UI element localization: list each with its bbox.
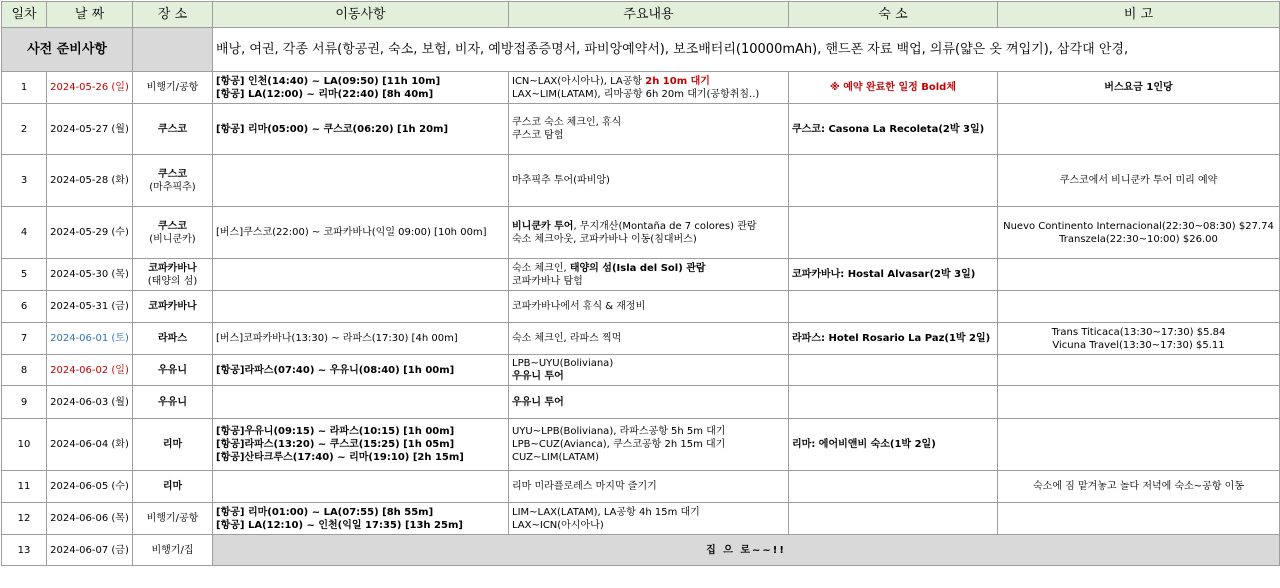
- place-cell: 코파카바나: [133, 291, 213, 323]
- header-stay: 숙 소: [789, 2, 998, 28]
- header-day: 일차: [2, 2, 47, 28]
- move-line: [항공] 리마(01:00) ~ LA(07:55) [8h 55m]: [216, 506, 434, 518]
- note-cell: [998, 386, 1280, 419]
- day-cell: 10: [2, 419, 47, 471]
- day-cell: 7: [2, 323, 47, 355]
- main-line: LAX~LIM(LATAM), 리마공항 6h 20m 대기(공항취침..): [512, 88, 760, 100]
- place-line: (마추픽추): [149, 181, 196, 193]
- main-cell: [509, 72, 789, 104]
- main-line: 우유니 투어: [512, 371, 564, 382]
- main-cell: 리마 미라플로레스 마지막 즐기기: [509, 471, 789, 503]
- prep-label: 사전 준비사항: [2, 28, 133, 72]
- day-cell: 13: [2, 535, 47, 566]
- date-cell: 2024-06-02 (일): [47, 355, 133, 386]
- note-line: Transzela(22:30~10:00) $26.00: [1059, 233, 1218, 245]
- stay-cell: [789, 471, 998, 503]
- move-cell: [버스]코파카바나(13:30) ~ 라파스(17:30) [4h 00m]: [213, 323, 509, 355]
- itinerary-table: [1, 1, 1280, 566]
- place-line: (태양의 섬): [147, 275, 198, 287]
- main-cell: [509, 104, 789, 155]
- date-cell: 2024-05-28 (화): [47, 155, 133, 207]
- table-row: [2, 259, 1280, 291]
- date-cell: 2024-06-04 (화): [47, 419, 133, 471]
- prep-text: 배낭, 여권, 각종 서류(항공권, 숙소, 보험, 비자, 예방접종증명서, 파비앙예약서), 보조배터리(10000mAh), 핸드폰 자료 백업, 의류(얇은 옷 껴입기), 삼각대 안경,: [213, 28, 1280, 72]
- day-cell: 5: [2, 259, 47, 291]
- stay-cell: [789, 503, 998, 535]
- place-line: 코파카바나: [148, 262, 197, 274]
- place-cell: 쿠스코: [133, 104, 213, 155]
- main-line: 비니쿤카 투어, 무지개산(Montaña de 7 colores) 관람: [512, 220, 757, 232]
- note-cell: [998, 355, 1280, 386]
- date-cell: 2024-05-29 (수): [47, 207, 133, 259]
- table-row: [2, 104, 1280, 155]
- main-cell: [509, 259, 789, 291]
- stay-cell: [789, 386, 998, 419]
- day-cell: 12: [2, 503, 47, 535]
- stay-cell: 코파카바나: Hostal Alvasar(2박 3일): [789, 259, 998, 291]
- day-cell: 1: [2, 72, 47, 104]
- header-note: 비 고: [998, 2, 1280, 28]
- main-line: 쿠스코 탐험: [512, 130, 564, 141]
- note-cell: [998, 291, 1280, 323]
- main-line: ICN~LAX(아시아나), LA공항 2h 10m 대기: [512, 75, 710, 87]
- main-line: LPB~CUZ(Avianca), 쿠스코공항 2h 15m 대기: [512, 439, 726, 450]
- move-cell: [213, 155, 509, 207]
- day-cell: 11: [2, 471, 47, 503]
- header-move: 이동사항: [213, 2, 509, 28]
- day-cell: 2: [2, 104, 47, 155]
- table-row: [2, 471, 1280, 503]
- place-cell: 리마: [133, 471, 213, 503]
- day-cell: 4: [2, 207, 47, 259]
- main-line: 숙소 체크인, 태양의 섬(Isla del Sol) 관람: [512, 262, 706, 274]
- prep-empty-cell: [133, 28, 213, 72]
- move-line: [항공] LA(12:10) ~ 인천(익일 17:35) [13h 25m]: [216, 519, 463, 531]
- place-cell: 비행기/공항: [133, 72, 213, 104]
- going-home-cell: 집 으 로~~!!: [213, 535, 1280, 566]
- move-cell: [항공]라파스(07:40) ~ 우유니(08:40) [1h 00m]: [213, 355, 509, 386]
- place-cell: 리마: [133, 419, 213, 471]
- header-place: 장 소: [133, 2, 213, 28]
- note-cell: [998, 104, 1280, 155]
- day-cell: 9: [2, 386, 47, 419]
- main-cell: [509, 207, 789, 259]
- place-line: 쿠스코: [158, 168, 187, 180]
- stay-cell: 쿠스코: Casona La Recoleta(2박 3일): [789, 104, 998, 155]
- main-line: 쿠스코 숙소 체크인, 휴식: [512, 117, 622, 128]
- date-cell: 2024-05-30 (목): [47, 259, 133, 291]
- stay-cell: [789, 355, 998, 386]
- main-line: LAX~ICN(아시아나): [512, 519, 604, 531]
- note-cell: [998, 259, 1280, 291]
- note-cell: [998, 207, 1280, 259]
- move-cell: [213, 419, 509, 471]
- place-cell: 라파스: [133, 323, 213, 355]
- table-row: [2, 291, 1280, 323]
- sun-island-bold: 태양의 섬(Isla del Sol) 관람: [569, 262, 706, 274]
- table-row: [2, 503, 1280, 535]
- move-line: [항공]라파스(13:20) ~ 쿠스코(15:25) [1h 05m]: [216, 439, 455, 450]
- move-cell: [213, 386, 509, 419]
- header-main: 주요내용: [509, 2, 789, 28]
- main-cell: [509, 355, 789, 386]
- main-line: 숙소 체크아웃, 코파카바나 이동(침대버스): [512, 233, 697, 245]
- move-cell: [213, 471, 509, 503]
- move-line: [항공]산타크루스(17:40) ~ 리마(19:10) [2h 15m]: [216, 452, 464, 463]
- note-line: Vicuna Travel(13:30~17:30) $5.11: [1052, 339, 1225, 351]
- main-cell: [509, 419, 789, 471]
- main-line: 코파카바나 탐험: [512, 275, 583, 287]
- move-cell: [213, 259, 509, 291]
- day-cell: 6: [2, 291, 47, 323]
- stay-cell: 라파스: Hotel Rosario La Paz(1박 2일): [789, 323, 998, 355]
- table-row: [2, 72, 1280, 104]
- date-cell: 2024-05-27 (월): [47, 104, 133, 155]
- main-cell: 마추픽추 투어(파비앙): [509, 155, 789, 207]
- stay-cell: [789, 207, 998, 259]
- date-cell: 2024-06-06 (목): [47, 503, 133, 535]
- date-cell: 2024-06-03 (월): [47, 386, 133, 419]
- table-row: [2, 386, 1280, 419]
- note-line: Trans Titicaca(13:30~17:30) $5.84: [1051, 326, 1226, 338]
- place-cell: [133, 207, 213, 259]
- date-cell: 2024-06-01 (토): [47, 323, 133, 355]
- main-cell: 우유니 투어: [509, 386, 789, 419]
- header-row: [2, 2, 1280, 28]
- move-cell: [213, 72, 509, 104]
- note-cell: 버스요금 1인당: [998, 72, 1280, 104]
- stay-cell: ※ 예약 완료한 일정 Bold체: [789, 72, 998, 104]
- place-line: (비니쿤카): [149, 233, 196, 245]
- stay-cell: [789, 155, 998, 207]
- wait-highlight: 2h 10m 대기: [645, 75, 710, 87]
- place-cell: 비행기/집: [133, 535, 213, 566]
- table-row: [2, 419, 1280, 471]
- main-line: LIM~LAX(LATAM), LA공항 4h 15m 대기: [512, 506, 700, 518]
- main-cell: [509, 503, 789, 535]
- stay-cell: [789, 291, 998, 323]
- move-line: [항공]우유니(09:15) ~ 라파스(10:15) [1h 00m]: [216, 426, 455, 437]
- note-cell: 숙소에 짐 맡겨놓고 놀다 저녁에 숙소~공항 이동: [998, 471, 1280, 503]
- date-cell: 2024-05-26 (일): [47, 72, 133, 104]
- move-cell: [항공] 리마(05:00) ~ 쿠스코(06:20) [1h 20m]: [213, 104, 509, 155]
- move-cell: [213, 503, 509, 535]
- place-cell: [133, 155, 213, 207]
- day-cell: 8: [2, 355, 47, 386]
- table-row: [2, 155, 1280, 207]
- date-cell: 2024-05-31 (금): [47, 291, 133, 323]
- place-cell: 우유니: [133, 355, 213, 386]
- move-line: [항공] LA(12:00) ~ 리마(22:40) [8h 40m]: [216, 88, 434, 100]
- main-line: LPB~UYU(Boliviana): [512, 358, 614, 369]
- stay-cell: 리마: 에어비앤비 숙소(1박 2일): [789, 419, 998, 471]
- place-line: 쿠스코: [158, 220, 187, 232]
- header-date: 날 짜: [47, 2, 133, 28]
- note-cell: [998, 503, 1280, 535]
- main-cell: 코파카바나에서 휴식 & 재정비: [509, 291, 789, 323]
- main-line: CUZ~LIM(LATAM): [512, 452, 599, 463]
- table-row: [2, 207, 1280, 259]
- note-cell: [998, 323, 1280, 355]
- note-line: Nuevo Continento Internacional(22:30~08:30) $27.74: [1003, 220, 1274, 232]
- prep-row: [2, 28, 1280, 72]
- main-cell: 숙소 체크인, 라파스 찍먹: [509, 323, 789, 355]
- place-cell: 비행기/공항: [133, 503, 213, 535]
- table-row: [2, 355, 1280, 386]
- move-line: [항공] 인천(14:40) ~ LA(09:50) [11h 10m]: [216, 75, 441, 87]
- date-cell: 2024-06-05 (수): [47, 471, 133, 503]
- tour-bold: 비니쿤카 투어: [512, 220, 574, 232]
- day-cell: 3: [2, 155, 47, 207]
- table-row: [2, 535, 1280, 566]
- date-cell: 2024-06-07 (금): [47, 535, 133, 566]
- note-cell: 쿠스코에서 비니쿤카 투어 미리 예약: [998, 155, 1280, 207]
- table-row: [2, 323, 1280, 355]
- place-cell: [133, 259, 213, 291]
- move-cell: [213, 291, 509, 323]
- main-line: UYU~LPB(Boliviana), 라파스공항 5h 5m 대기: [512, 426, 726, 437]
- move-cell: [버스]쿠스코(22:00) ~ 코파카바나(익일 09:00) [10h 00m]: [213, 207, 509, 259]
- note-cell: [998, 419, 1280, 471]
- place-cell: 우유니: [133, 386, 213, 419]
